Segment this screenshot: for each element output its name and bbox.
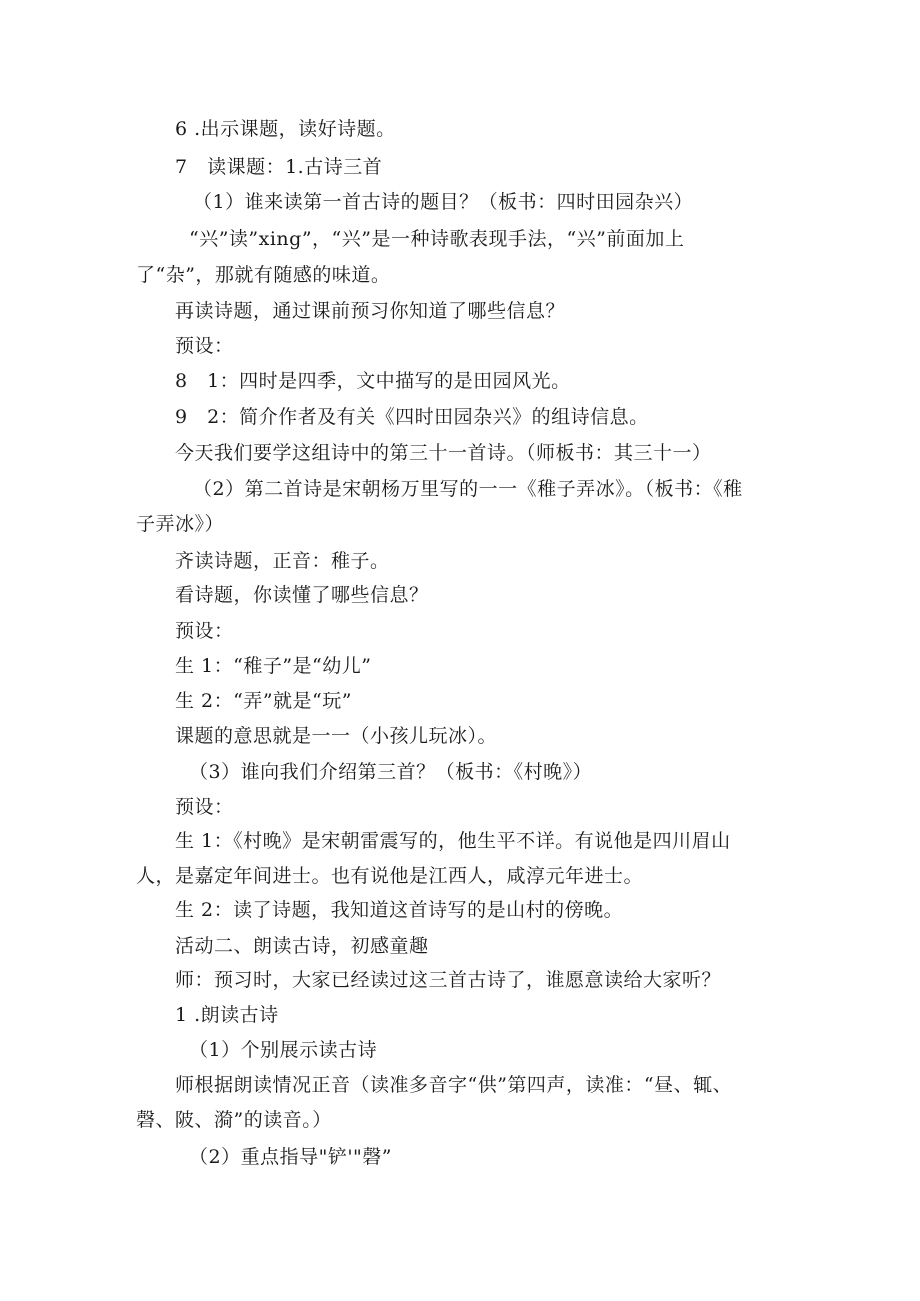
text-line: 预设： xyxy=(175,620,234,642)
text-line: 了“杂”，那就有随感的味道。 xyxy=(136,264,391,286)
text-line: （3）谁向我们介绍第三首？（板书：《村晚》） xyxy=(189,761,593,783)
text-line: 今天我们要学这组诗中的第三十一首诗。（师板书：其三十一） xyxy=(175,442,712,464)
text-line: 生 1：“稚子”是“幼儿” xyxy=(175,655,372,677)
text-line: 磬、陂、漪”的读音。） xyxy=(136,1109,332,1131)
text-line: 预设： xyxy=(175,335,234,357)
text-line: 师根据朗读情况正音（读准多音字“供”第四声，读准：“昼、辄、 xyxy=(175,1074,733,1096)
text-line: 活动二、朗读古诗，初感童趣 xyxy=(175,935,429,957)
text-line: （1）谁来读第一首古诗的题目？（板书：四时田园杂兴） xyxy=(193,191,694,213)
text-line: “兴”读”xing”，“兴”是一种诗歌表现手法，“兴”前面加上 xyxy=(189,228,685,250)
text-line: 9 2：简介作者及有关《四时田园杂兴》的组诗信息。 xyxy=(175,406,649,428)
text-line: 7 读课题：1.古诗三首 xyxy=(175,156,383,178)
text-line: 6 .出示课题，读好诗题。 xyxy=(175,118,396,140)
text-line: （2）第二首诗是宋朝杨万里写的一一《稚子弄冰》。（板书：《稚 xyxy=(193,478,743,500)
text-line: 课题的意思就是一一（小孩儿玩冰）。 xyxy=(175,725,498,747)
text-line: （1）个别展示读古诗 xyxy=(189,1039,378,1061)
text-line: 生 2：读了诗题，我知道这首诗写的是山村的傍晚。 xyxy=(175,899,624,921)
text-line: 1 .朗读古诗 xyxy=(175,1004,279,1026)
text-line: 看诗题，你读懂了哪些信息？ xyxy=(175,584,429,606)
text-line: 师：预习时，大家已经读过这三首古诗了，谁愿意读给大家听？ xyxy=(175,969,722,991)
text-line: 齐读诗题，正音：稚子。 xyxy=(175,550,390,572)
text-line: 再读诗题，通过课前预习你知道了哪些信息？ xyxy=(175,300,566,322)
text-line: 预设： xyxy=(175,796,234,818)
text-line: 生 2：“弄”就是“玩” xyxy=(175,690,352,712)
text-line: 子弄冰》） xyxy=(136,513,225,535)
text-line: 8 1：四时是四季，文中描写的是田园风光。 xyxy=(175,370,571,392)
text-line: 人，是嘉定年间进士。也有说他是江西人，咸淳元年进士。 xyxy=(136,865,644,887)
text-line: 生 1：《村晚》是宋朝雷震写的，他生平不详。有说他是四川眉山 xyxy=(175,830,731,852)
text-line: （2）重点指导"铲'"磬” xyxy=(189,1146,393,1168)
